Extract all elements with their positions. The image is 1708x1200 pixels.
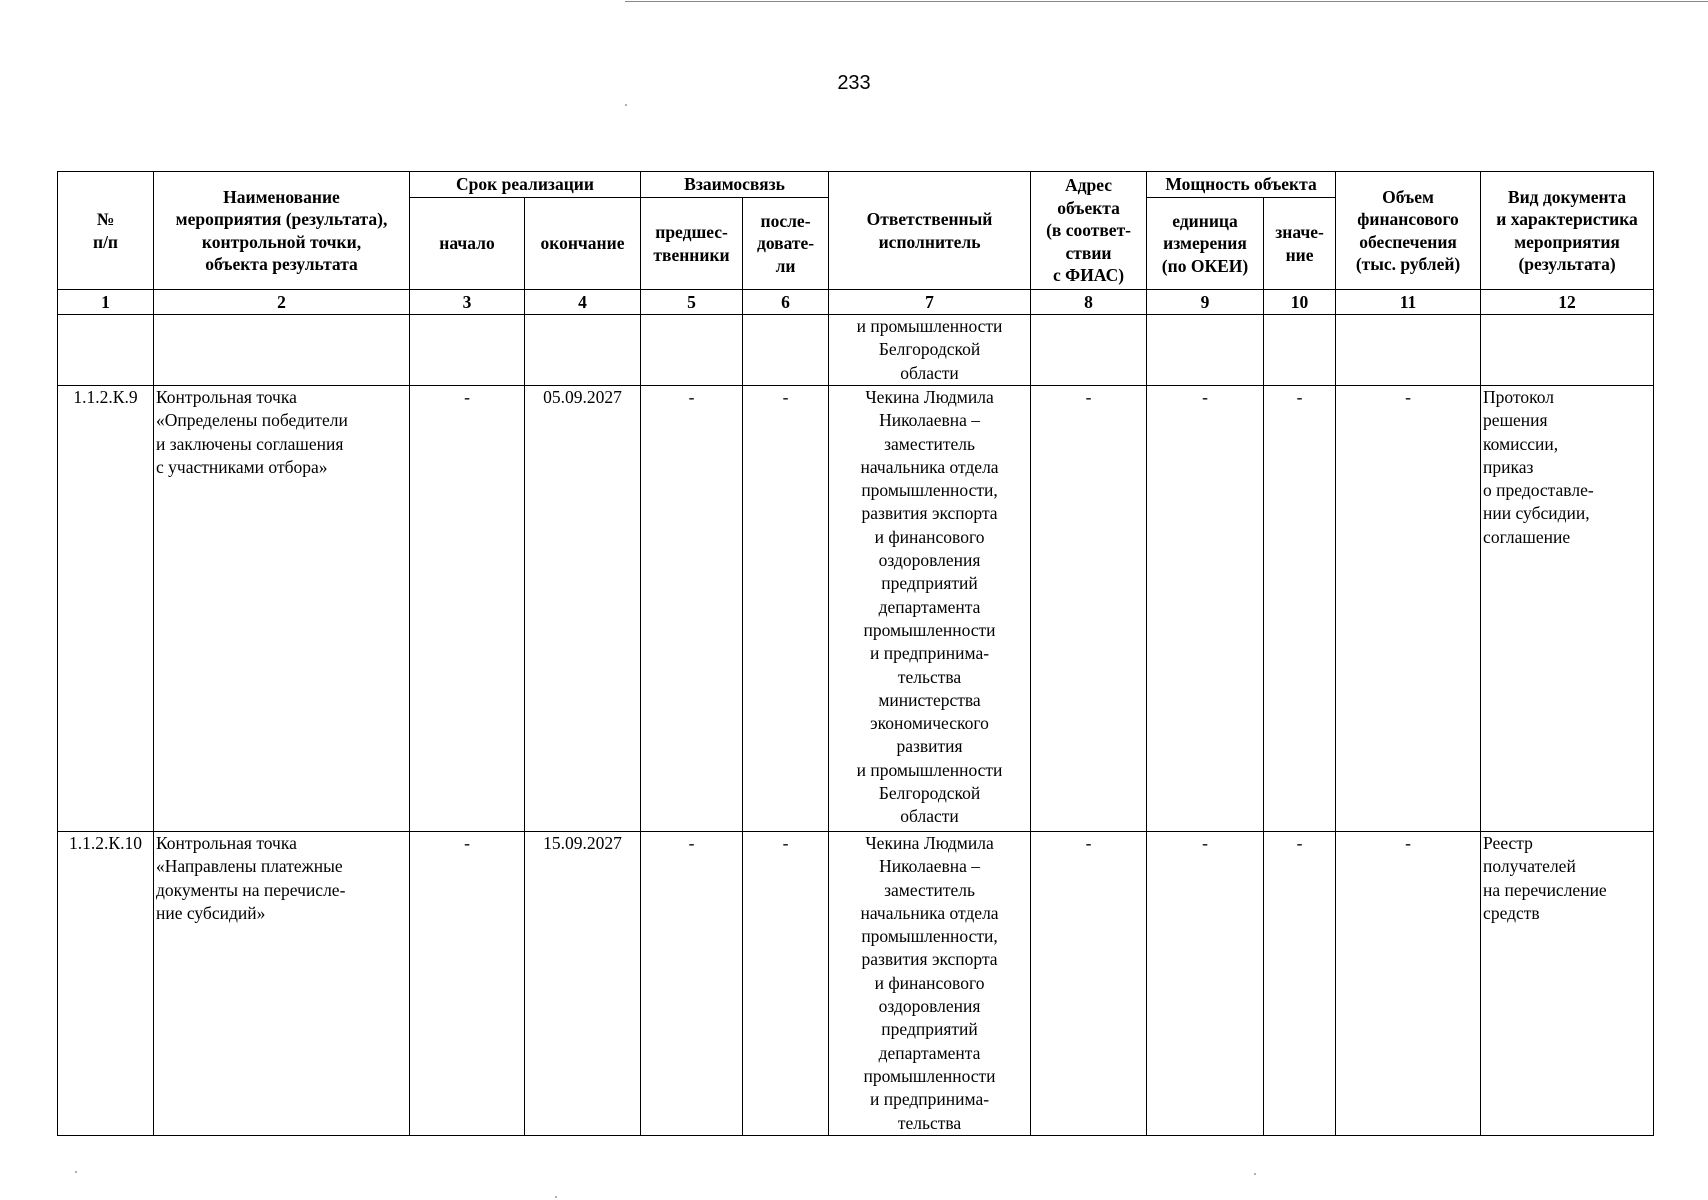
- responsible-cell: [829, 386, 1031, 832]
- row-end: 15.09.2027: [525, 832, 641, 1136]
- row-value: -: [1264, 386, 1336, 832]
- responsible-line: начальника отдела: [860, 902, 999, 923]
- row-pred: -: [641, 386, 743, 832]
- column-number: 1: [58, 290, 154, 315]
- header-term-group: Срок реализации: [410, 172, 641, 198]
- row-end: 05.09.2027: [525, 386, 641, 832]
- responsible-line: департамента: [878, 1042, 981, 1063]
- row-unit: -: [1147, 386, 1264, 832]
- responsible-line: Чекина Людмила: [865, 833, 994, 853]
- row-doc: Реестр получателей на перечисление средств: [1481, 832, 1654, 1136]
- row-address: -: [1031, 386, 1147, 832]
- responsible-line: развития экспорта: [861, 503, 998, 524]
- responsible-line: развития экспорта: [861, 949, 998, 970]
- column-number: 2: [154, 290, 410, 315]
- table-row: [58, 386, 1654, 832]
- top-edge-line: [625, 1, 1708, 2]
- responsible-line: оздоровления: [878, 550, 981, 571]
- responsible-line: тельства: [897, 1112, 962, 1133]
- column-number: 10: [1264, 290, 1336, 315]
- responsible-line: области: [900, 362, 959, 383]
- header-term-start: начало: [410, 198, 525, 290]
- responsible-line: промышленности,: [861, 926, 998, 947]
- header-capacity-unit: единица измерения (по ОКЕИ): [1147, 198, 1264, 290]
- row-pred: -: [641, 832, 743, 1136]
- column-number: 3: [410, 290, 525, 315]
- header-finance: Объем финансового обеспечения (тыс. рублей): [1336, 172, 1481, 290]
- row-finance: -: [1336, 386, 1481, 832]
- row-start: -: [410, 832, 525, 1136]
- column-number: 9: [1147, 290, 1264, 315]
- responsible-line: тельства: [897, 666, 962, 687]
- header-link-pred: предшес- твенники: [641, 198, 743, 290]
- row-number: 1.1.2.К.9: [58, 386, 154, 832]
- activities-table: [57, 171, 1654, 1136]
- header-link-next: после- довате- ли: [743, 198, 829, 290]
- responsible-line: и финансового: [874, 526, 985, 547]
- row-next: -: [743, 832, 829, 1136]
- responsible-line: промышленности,: [861, 480, 998, 501]
- column-number: 11: [1336, 290, 1481, 315]
- responsible-line: и промышленности: [856, 316, 1003, 336]
- responsible-line: Белгородской: [878, 339, 981, 360]
- row-name: Контрольная точка «Определены победители и заключены соглашения с участниками отбора»: [154, 386, 410, 832]
- header-doc: Вид документа и характеристика мероприятия (результата): [1481, 172, 1654, 290]
- responsible-line: и предпринима-: [870, 1089, 990, 1110]
- responsible-line: министерства: [878, 689, 981, 710]
- responsible-line: экономического: [870, 713, 989, 734]
- header-link-group: Взаимосвязь: [641, 172, 829, 198]
- column-number: 8: [1031, 290, 1147, 315]
- responsible-line: департамента: [878, 596, 981, 617]
- responsible-line: и промышленности: [856, 759, 1003, 780]
- responsible-line: заместитель: [884, 433, 975, 454]
- column-number: 4: [525, 290, 641, 315]
- scan-speck: [1254, 1173, 1256, 1175]
- page-number: 233: [837, 72, 871, 94]
- column-number: 5: [641, 290, 743, 315]
- header-capacity-value: значе- ние: [1264, 198, 1336, 290]
- row-next: -: [743, 386, 829, 832]
- table-row: [58, 832, 1654, 1136]
- responsible-line: Белгородской: [878, 783, 981, 804]
- responsible-line: Николаевна –: [879, 410, 980, 431]
- header-capacity-group: Мощность объекта: [1147, 172, 1336, 198]
- header-num: № п/п: [58, 172, 154, 290]
- column-number: 7: [829, 290, 1031, 315]
- header-responsible: Ответственный исполнитель: [829, 172, 1031, 290]
- row-address: -: [1031, 832, 1147, 1136]
- responsible-line: предприятий: [881, 573, 978, 594]
- row-doc: Протокол решения комиссии, приказ о предоставле- нии субсидии, соглашение: [1481, 386, 1654, 832]
- responsible-line: начальника отдела: [860, 456, 999, 477]
- responsible-cell: [829, 315, 1031, 386]
- responsible-line: промышленности: [863, 619, 996, 640]
- column-number: 6: [743, 290, 829, 315]
- responsible-line: развития: [896, 736, 963, 757]
- header-term-end: окончание: [525, 198, 641, 290]
- row-name: Контрольная точка «Направлены платежные документы на перечисле- ние субсидий»: [154, 832, 410, 1136]
- scan-speck: [75, 1171, 77, 1173]
- column-number: 12: [1481, 290, 1654, 315]
- responsible-line: Чекина Людмила: [865, 387, 994, 407]
- row-finance: -: [1336, 832, 1481, 1136]
- responsible-line: и предпринима-: [870, 643, 990, 664]
- row-unit: -: [1147, 832, 1264, 1136]
- responsible-line: промышленности: [863, 1065, 996, 1086]
- responsible-line: оздоровления: [878, 996, 981, 1017]
- responsible-line: и финансового: [874, 972, 985, 993]
- header-address: Адрес объекта (в соответ- ствии с ФИАС): [1031, 172, 1147, 290]
- row-value: -: [1264, 832, 1336, 1136]
- responsible-line: предприятий: [881, 1019, 978, 1040]
- responsible-cell: [829, 832, 1031, 1136]
- scan-speck: [625, 104, 627, 106]
- responsible-line: Николаевна –: [879, 856, 980, 877]
- table-row-continuation: [58, 315, 1654, 386]
- header-name: Наименование мероприятия (результата), контрольной точки, объекта результата: [154, 172, 410, 290]
- scan-speck: [555, 1196, 557, 1198]
- row-number: 1.1.2.К.10: [58, 832, 154, 1136]
- row-start: -: [410, 386, 525, 832]
- responsible-line: области: [900, 806, 959, 827]
- responsible-line: заместитель: [884, 879, 975, 900]
